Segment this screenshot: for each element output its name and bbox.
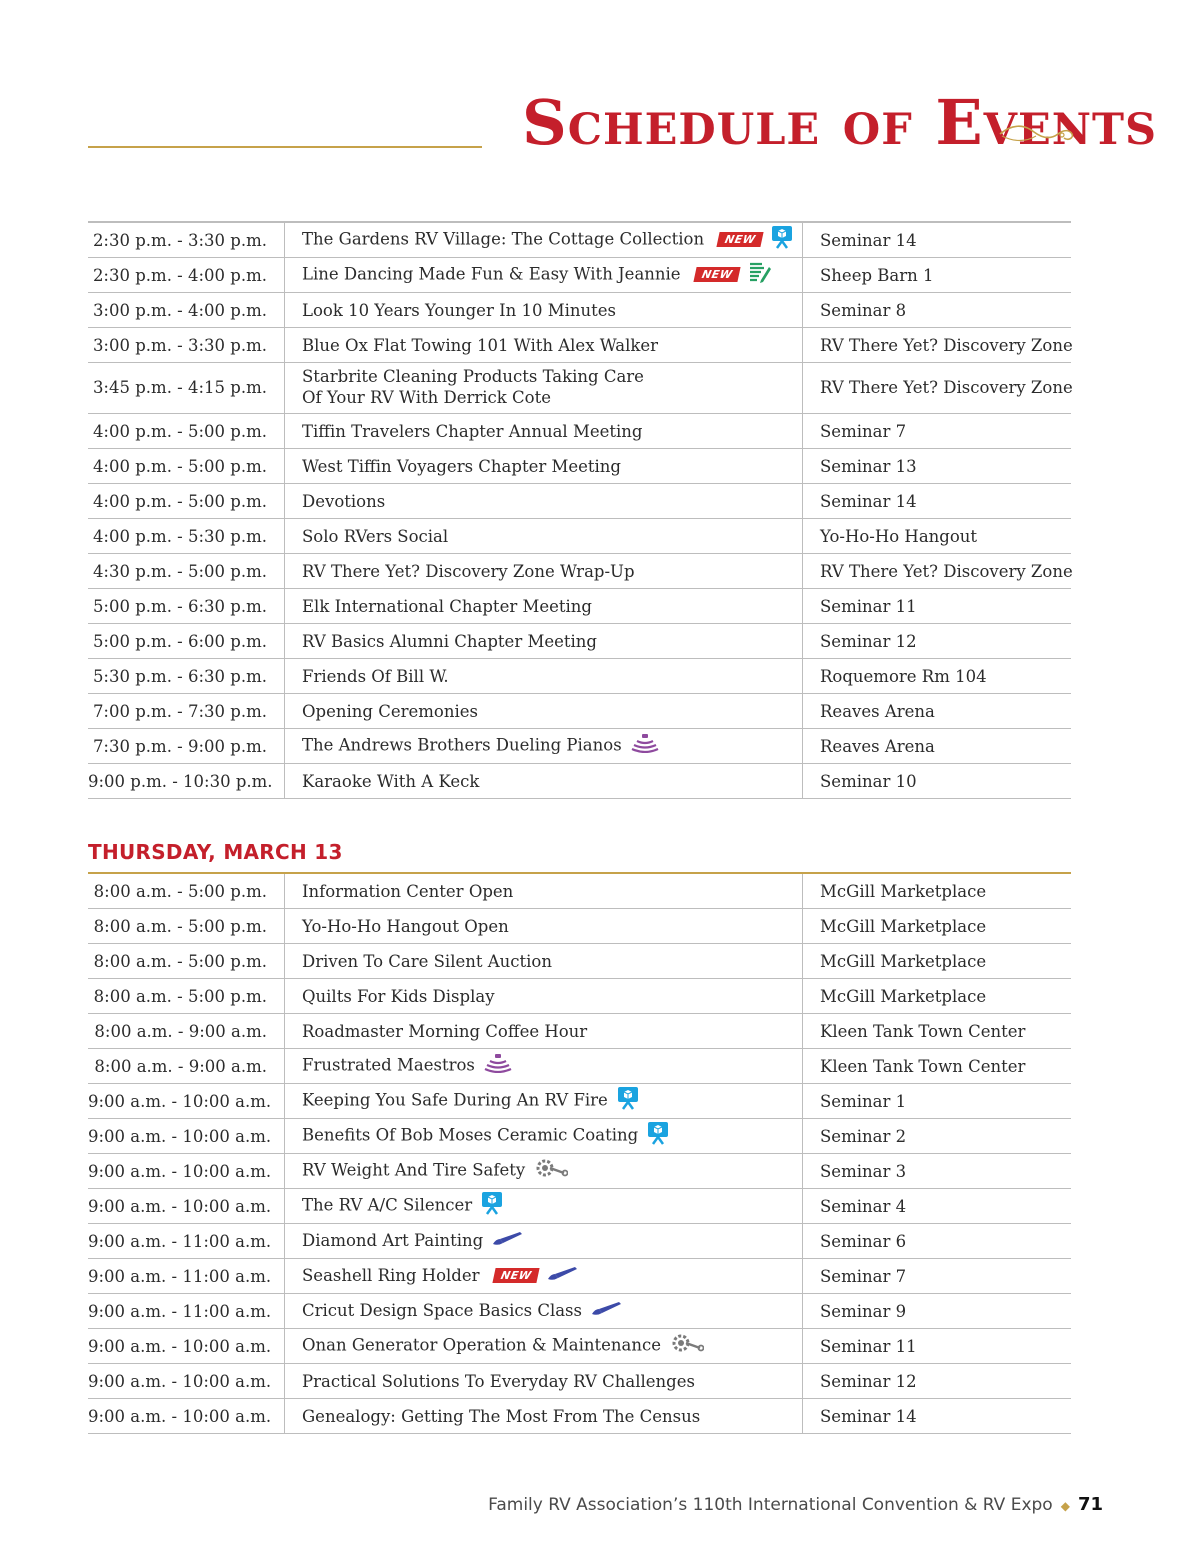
seminar-icon [771, 225, 793, 253]
event-cell [285, 363, 803, 414]
event-location: Seminar 12 [803, 624, 1072, 659]
event-cell [285, 293, 803, 328]
event-name-line2: Of Your RV With Derrick Cote [302, 388, 551, 407]
event-location: Seminar 14 [803, 484, 1072, 519]
event-name: Opening Ceremonies [302, 701, 478, 721]
event-name: West Tiffin Voyagers Chapter Meeting [302, 456, 621, 476]
event-name: RV Basics Alumni Chapter Meeting [302, 631, 597, 651]
event-location: Yo-Ho-Ho Hangout [803, 519, 1072, 554]
event-cell [285, 258, 803, 293]
event-location: Kleen Tank Town Center [803, 1014, 1072, 1049]
event-location: Seminar 14 [803, 222, 1072, 258]
technical-icon [670, 1331, 704, 1359]
technical-icon [534, 1156, 568, 1184]
event-cell [285, 1084, 803, 1119]
event-time: 8:00 a.m. - 5:00 p.m. [88, 944, 285, 979]
event-time: 9:00 a.m. - 11:00 a.m. [88, 1294, 285, 1329]
new-badge: NEW [693, 267, 741, 282]
page-title: Schedule of Events [522, 86, 1158, 159]
event-name: Karaoke With A Keck [302, 771, 480, 791]
event-time: 9:00 a.m. - 10:00 a.m. [88, 1364, 285, 1399]
schedule-row [88, 589, 1071, 624]
event-name: Yo-Ho-Ho Hangout Open [302, 916, 509, 936]
event-location: Seminar 2 [803, 1119, 1072, 1154]
schedule-row [88, 694, 1071, 729]
day-heading-thursday: THURSDAY, MARCH 13 [88, 840, 343, 864]
schedule-row [88, 414, 1071, 449]
event-cell [285, 764, 803, 799]
schedule-row [88, 328, 1071, 363]
event-name: Look 10 Years Younger In 10 Minutes [302, 300, 616, 320]
event-cell [285, 694, 803, 729]
event-cell [285, 449, 803, 484]
header-rule [88, 146, 482, 148]
event-name: Solo RVers Social [302, 526, 449, 546]
schedule-row [88, 554, 1071, 589]
event-time: 5:00 p.m. - 6:30 p.m. [88, 589, 285, 624]
schedule-row [88, 363, 1071, 414]
event-cell [285, 979, 803, 1014]
event-location: Seminar 11 [803, 1329, 1072, 1364]
event-location: Roquemore Rm 104 [803, 659, 1072, 694]
schedule-row [88, 1259, 1071, 1294]
event-cell [285, 1189, 803, 1224]
event-time: 2:30 p.m. - 3:30 p.m. [88, 222, 285, 258]
schedule-row [88, 1399, 1071, 1434]
event-cell [285, 1049, 803, 1084]
schedule-row [88, 659, 1071, 694]
event-name: Devotions [302, 491, 386, 511]
schedule-row [88, 1049, 1071, 1084]
event-cell [285, 519, 803, 554]
event-location: Seminar 4 [803, 1189, 1072, 1224]
event-time: 4:00 p.m. - 5:00 p.m. [88, 414, 285, 449]
event-time: 4:30 p.m. - 5:00 p.m. [88, 554, 285, 589]
event-time: 5:30 p.m. - 6:30 p.m. [88, 659, 285, 694]
seminar-icon [647, 1121, 669, 1149]
event-location: Reaves Arena [803, 694, 1072, 729]
schedule-row [88, 1014, 1071, 1049]
event-location: RV There Yet? Discovery Zone [803, 554, 1072, 589]
event-location: McGill Marketplace [803, 979, 1072, 1014]
new-badge: NEW [492, 1268, 540, 1283]
event-location: Seminar 8 [803, 293, 1072, 328]
event-name: Cricut Design Space Basics Class [302, 1300, 582, 1320]
schedule-row [88, 944, 1071, 979]
page-number: 71 [1077, 1494, 1103, 1515]
event-name: Starbrite Cleaning Products Taking Care [302, 367, 644, 387]
wednesday-schedule-table [88, 221, 1071, 799]
event-time: 2:30 p.m. - 4:00 p.m. [88, 258, 285, 293]
event-cell [285, 944, 803, 979]
schedule-row [88, 1364, 1071, 1399]
event-time: 5:00 p.m. - 6:00 p.m. [88, 624, 285, 659]
event-name: Blue Ox Flat Towing 101 With Alex Walker [302, 335, 659, 355]
event-name: Keeping You Safe During An RV Fire [302, 1090, 608, 1110]
schedule-row [88, 979, 1071, 1014]
event-cell [285, 909, 803, 944]
event-time: 7:00 p.m. - 7:30 p.m. [88, 694, 285, 729]
event-cell [285, 1154, 803, 1189]
schedule-row [88, 222, 1071, 258]
event-name: Line Dancing Made Fun & Easy With Jeannie [302, 264, 681, 284]
event-name: RV There Yet? Discovery Zone Wrap-Up [302, 561, 635, 581]
schedule-row [88, 1119, 1071, 1154]
event-cell [285, 1224, 803, 1259]
event-name: The Gardens RV Village: The Cottage Collection [302, 229, 705, 249]
schedule-row [88, 909, 1071, 944]
event-time: 4:00 p.m. - 5:30 p.m. [88, 519, 285, 554]
event-location: Seminar 11 [803, 589, 1072, 624]
event-time: 8:00 a.m. - 5:00 p.m. [88, 979, 285, 1014]
page-footer [488, 1494, 1103, 1515]
event-time: 4:00 p.m. - 5:00 p.m. [88, 484, 285, 519]
event-location: McGill Marketplace [803, 944, 1072, 979]
craft-icon [591, 1300, 623, 1320]
event-time: 4:00 p.m. - 5:00 p.m. [88, 449, 285, 484]
event-location: Seminar 6 [803, 1224, 1072, 1259]
event-cell [285, 729, 803, 764]
event-time: 8:00 a.m. - 9:00 a.m. [88, 1049, 285, 1084]
schedule-row [88, 729, 1071, 764]
event-name: Benefits Of Bob Moses Ceramic Coating [302, 1125, 639, 1145]
event-location: Seminar 3 [803, 1154, 1072, 1189]
event-cell [285, 624, 803, 659]
event-location: RV There Yet? Discovery Zone [803, 328, 1072, 363]
event-cell [285, 1364, 803, 1399]
event-name: Seashell Ring Holder [302, 1265, 480, 1285]
event-name: Friends Of Bill W. [302, 666, 449, 686]
event-name: RV Weight And Tire Safety [302, 1160, 526, 1180]
event-time: 9:00 a.m. - 10:00 a.m. [88, 1154, 285, 1189]
event-name: Genealogy: Getting The Most From The Census [302, 1406, 701, 1426]
event-location: Reaves Arena [803, 729, 1072, 764]
schedule-row [88, 1224, 1071, 1259]
event-time: 7:30 p.m. - 9:00 p.m. [88, 729, 285, 764]
event-location: Seminar 7 [803, 1259, 1072, 1294]
event-cell [285, 1399, 803, 1434]
schedule-row [88, 1329, 1071, 1364]
event-location: McGill Marketplace [803, 909, 1072, 944]
event-time: 8:00 a.m. - 9:00 a.m. [88, 1014, 285, 1049]
event-time: 9:00 a.m. - 10:00 a.m. [88, 1399, 285, 1434]
event-name: Quilts For Kids Display [302, 986, 495, 1006]
event-location: Sheep Barn 1 [803, 258, 1072, 293]
event-name: The RV A/C Silencer [302, 1195, 473, 1215]
event-location: Seminar 13 [803, 449, 1072, 484]
event-name: Onan Generator Operation & Maintenance [302, 1335, 661, 1355]
event-location: Seminar 12 [803, 1364, 1072, 1399]
notes-icon [748, 261, 772, 287]
event-cell [285, 1259, 803, 1294]
schedule-row [88, 1154, 1071, 1189]
event-cell [285, 554, 803, 589]
craft-icon [547, 1265, 579, 1285]
event-time: 9:00 a.m. - 11:00 a.m. [88, 1259, 285, 1294]
seminar-icon [481, 1191, 503, 1219]
seminar-icon [617, 1086, 639, 1114]
event-time: 3:45 p.m. - 4:15 p.m. [88, 363, 285, 414]
schedule-row [88, 258, 1071, 293]
event-name: Tiffin Travelers Chapter Annual Meeting [302, 421, 643, 441]
event-cell [285, 484, 803, 519]
schedule-row [88, 624, 1071, 659]
event-name: The Andrews Brothers Dueling Pianos [302, 735, 622, 755]
event-name: Driven To Care Silent Auction [302, 951, 552, 971]
schedule-row [88, 449, 1071, 484]
event-cell [285, 414, 803, 449]
event-name: Elk International Chapter Meeting [302, 596, 592, 616]
schedule-row [88, 484, 1071, 519]
flourish-ornament [998, 118, 1076, 150]
event-name: Practical Solutions To Everyday RV Challenges [302, 1371, 695, 1391]
event-time: 3:00 p.m. - 3:30 p.m. [88, 328, 285, 363]
thursday-schedule-table [88, 872, 1071, 1434]
event-name: Diamond Art Painting [302, 1230, 484, 1250]
craft-icon [492, 1230, 524, 1250]
event-cell [285, 1329, 803, 1364]
event-time: 9:00 a.m. - 10:00 a.m. [88, 1119, 285, 1154]
event-time: 3:00 p.m. - 4:00 p.m. [88, 293, 285, 328]
event-cell [285, 1294, 803, 1329]
event-location: RV There Yet? Discovery Zone [803, 363, 1072, 414]
event-location: Seminar 14 [803, 1399, 1072, 1434]
footer-text: Family RV Association’s 110th International Convention & RV Expo [488, 1495, 1053, 1515]
event-cell [285, 873, 803, 909]
event-name: Roadmaster Morning Coffee Hour [302, 1021, 588, 1041]
event-cell [285, 1119, 803, 1154]
event-cell [285, 659, 803, 694]
schedule-row [88, 1189, 1071, 1224]
event-time: 9:00 a.m. - 11:00 a.m. [88, 1224, 285, 1259]
event-location: Seminar 1 [803, 1084, 1072, 1119]
event-location: Seminar 10 [803, 764, 1072, 799]
event-location: Seminar 9 [803, 1294, 1072, 1329]
event-time: 8:00 a.m. - 5:00 p.m. [88, 909, 285, 944]
schedule-row [88, 519, 1071, 554]
event-location: McGill Marketplace [803, 873, 1072, 909]
event-cell [285, 222, 803, 258]
event-time: 9:00 a.m. - 10:00 a.m. [88, 1084, 285, 1119]
schedule-row [88, 1084, 1071, 1119]
event-location: Seminar 7 [803, 414, 1072, 449]
event-location: Kleen Tank Town Center [803, 1049, 1072, 1084]
event-time: 8:00 a.m. - 5:00 p.m. [88, 873, 285, 909]
entertainment-icon [484, 1053, 512, 1077]
event-time: 9:00 a.m. - 10:00 a.m. [88, 1189, 285, 1224]
event-time: 9:00 p.m. - 10:30 p.m. [88, 764, 285, 799]
schedule-row [88, 764, 1071, 799]
schedule-row [88, 293, 1071, 328]
new-badge: NEW [716, 232, 764, 247]
schedule-row [88, 1294, 1071, 1329]
footer-separator: ◆ [1060, 1499, 1070, 1513]
event-time: 9:00 a.m. - 10:00 a.m. [88, 1329, 285, 1364]
event-cell [285, 1014, 803, 1049]
entertainment-icon [631, 733, 659, 757]
event-cell [285, 589, 803, 624]
event-cell [285, 328, 803, 363]
event-name: Information Center Open [302, 881, 514, 901]
event-name: Frustrated Maestros [302, 1055, 475, 1075]
schedule-row [88, 873, 1071, 909]
